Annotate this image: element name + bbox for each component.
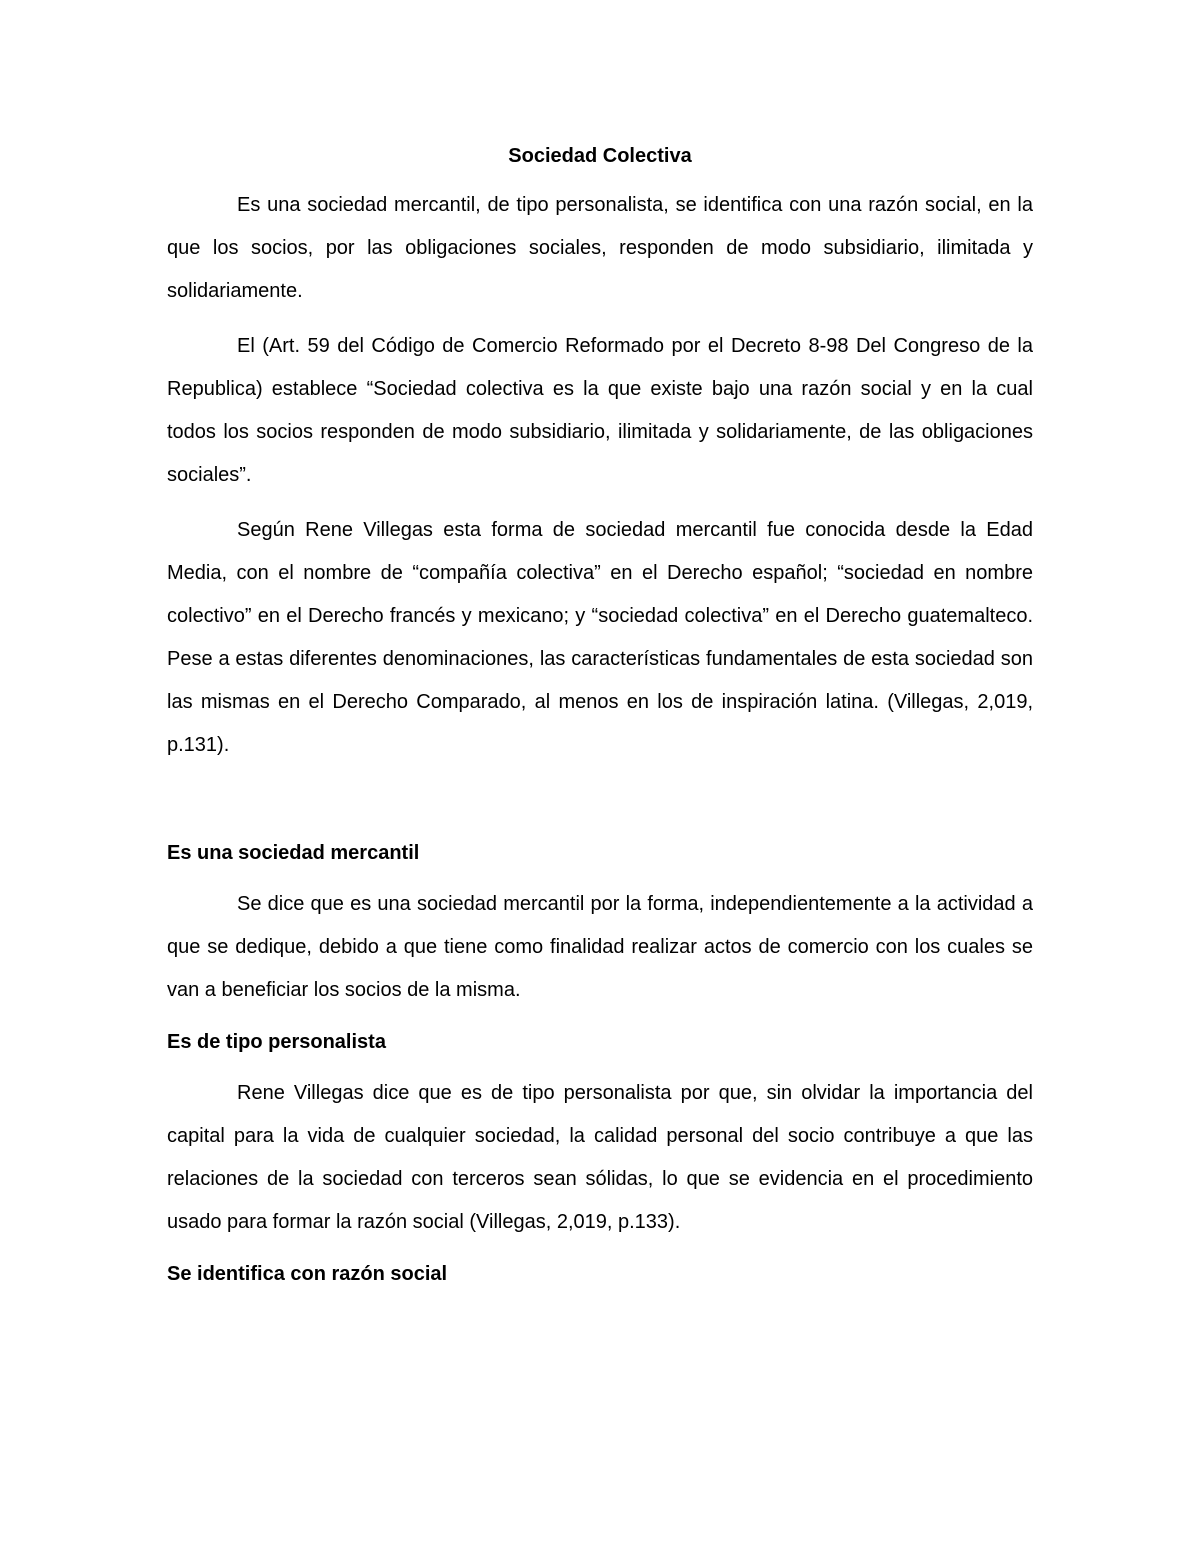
heading-tipo-personalista: Es de tipo personalista [167, 1031, 386, 1053]
paragraph-tipo-personalista: Rene Villegas dice que es de tipo personalista por que, sin olvidar la importancia del capital para la vida de cualquier sociedad, la calidad personal del socio contribuye a que las relaciones de la sociedad con terceros sean sólidas, lo que se evidencia en el procedimiento usado para formar la razón social (Villegas, 2,019, p.133). [167, 1082, 1033, 1233]
document-body [167, 138, 1033, 1304]
paragraph-article-59: El (Art. 59 del Código de Comercio Reformado por el Decreto 8-98 Del Congreso de la Republica) establece “Sociedad colectiva es la que existe bajo una razón social y en la cual todos los socios responden de modo subsidiario, ilimitada y solidariamente, de las obligaciones sociales”. [167, 335, 1033, 486]
paragraph-definition: Es una sociedad mercantil, de tipo personalista, se identifica con una razón social, en la que los socios, por las obligaciones sociales, responden de modo subsidiario, ilimitada y solidariamente. [167, 194, 1033, 302]
document-title: Sociedad Colectiva [508, 145, 692, 167]
heading-sociedad-mercantil: Es una sociedad mercantil [167, 842, 420, 864]
heading-razon-social: Se identifica con razón social [167, 1263, 448, 1285]
paragraph-sociedad-mercantil: Se dice que es una sociedad mercantil por la forma, independientemente a la actividad a que se dedique, debido a que tiene como finalidad realizar actos de comercio con los cuales se van a beneficiar los socios de la misma. [167, 893, 1033, 1001]
paragraph-villegas-history: Según Rene Villegas esta forma de sociedad mercantil fue conocida desde la Edad Media, con el nombre de “compañía colectiva” en el Derecho español; “sociedad en nombre colectivo” en el Derecho francés y mexicano; y “sociedad colectiva” en el Derecho guatemalteco. Pese a estas diferentes denominaciones, las características fundamentales de esta sociedad son las mismas en el Derecho Comparado, al menos en los de inspiración latina. (Villegas, 2,019, p.131). [167, 519, 1033, 756]
blank-line [167, 779, 1033, 835]
